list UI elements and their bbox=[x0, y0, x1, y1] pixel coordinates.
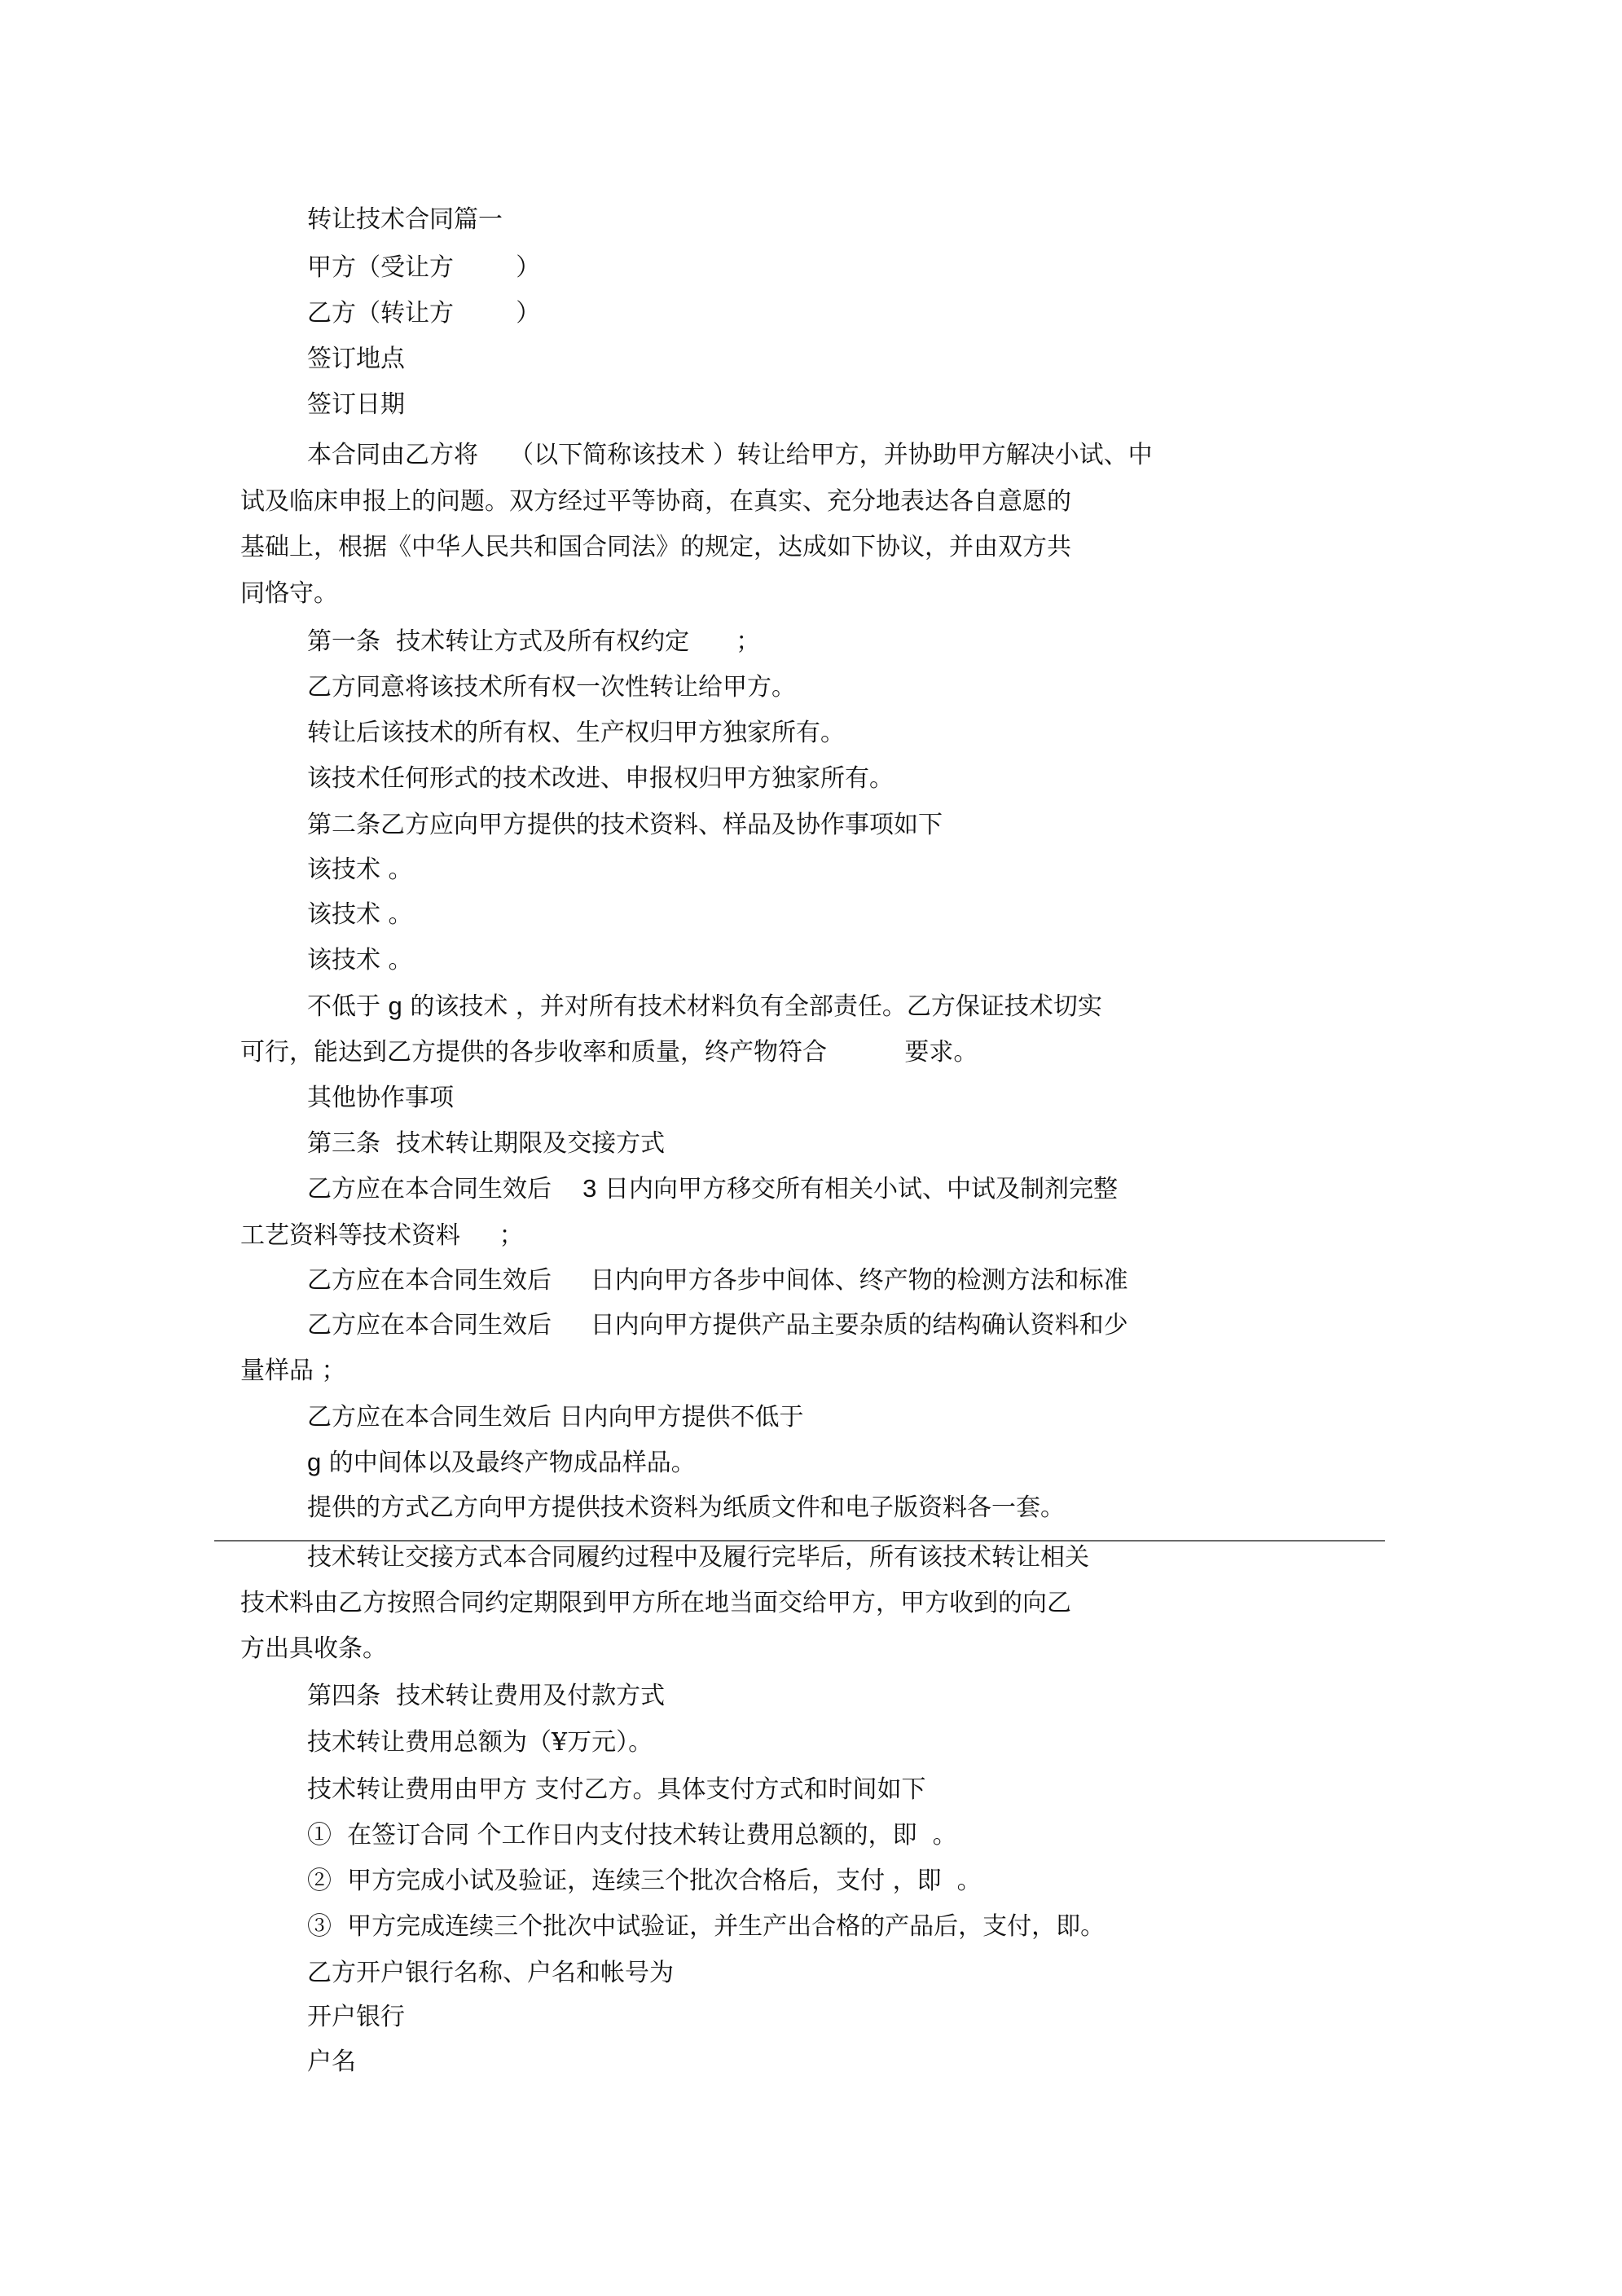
article-3-item: 乙方应在本合同生效后 日内向甲方提供不低于 bbox=[307, 1403, 804, 1432]
article-3-handover: 技术料由乙方按照合同约定期限到甲方所在地当面交给甲方，甲方收到的向乙 bbox=[240, 1589, 1071, 1617]
preamble-line: 试及临床申报上的问题。双方经过平等协商，在真实、充分地表达各自意愿的 bbox=[240, 487, 1071, 516]
sign-date-label: 签订日期 bbox=[307, 390, 405, 419]
item-text: 的中间体以及最终产物成品样品。 bbox=[321, 1449, 696, 1477]
article-2-item: 该技术 。 bbox=[307, 900, 413, 929]
item-text-post: 日内向甲方移交所有相关小试、中试及制剂完整 bbox=[596, 1175, 1118, 1203]
article-1-heading: 第一条 技术转让方式及所有权约定 ； bbox=[307, 627, 761, 656]
article-4-installment: ① 在签订合同 个工作日内支付技术转让费用总额的，即 。 bbox=[307, 1821, 957, 1850]
guarantee-text-pre: 不低于 bbox=[307, 992, 389, 1021]
article-3-item: 乙方应在本合同生效后 日内向甲方各步中间体、终产物的检测方法和标准 bbox=[307, 1266, 1128, 1295]
article-3-item-cont bbox=[307, 1448, 696, 1477]
article-1-item: 该技术任何形式的技术改进、申报权归甲方独家所有。 bbox=[307, 764, 894, 793]
article-3-method: 提供的方式乙方向甲方提供技术资料为纸质文件和电子版资料各一套。 bbox=[307, 1493, 1065, 1522]
article-3-handover: 技术转让交接方式本合同履约过程中及履行完毕后，所有该技术转让相关 bbox=[307, 1543, 1089, 1572]
document-title: 转让技术合同篇一 bbox=[307, 205, 503, 234]
article-3-handover: 方出具收条。 bbox=[240, 1634, 387, 1663]
preamble-line: 基础上，根据《中华人民共和国合同法》的规定，达成如下协议，并由双方共 bbox=[240, 533, 1071, 561]
gram-unit: g bbox=[307, 1448, 322, 1476]
article-2-item: 该技术 。 bbox=[307, 856, 413, 884]
sign-place-label: 签订地点 bbox=[307, 345, 405, 373]
article-2-other: 其他协作事项 bbox=[307, 1084, 454, 1112]
item-text-pre: 乙方应在本合同生效后 bbox=[307, 1175, 583, 1203]
article-1-item: 转让后该技术的所有权、生产权归甲方独家所有。 bbox=[307, 719, 845, 747]
days-number: 3 bbox=[582, 1174, 597, 1203]
article-3-item-cont: 工艺资料等技术资料 ； bbox=[240, 1221, 524, 1250]
preamble-line: 本合同由乙方将 （以下简称该技术 ）转让给甲方，并协助甲方解决小试、中 bbox=[307, 441, 1153, 469]
article-4-heading: 第四条 技术转让费用及付款方式 bbox=[307, 1682, 666, 1710]
horizontal-divider bbox=[214, 1540, 1385, 1542]
article-4-total: 技术转让费用总额为（¥万元）。 bbox=[307, 1728, 653, 1757]
bank-name-label: 开户银行 bbox=[307, 2003, 405, 2031]
article-3-item bbox=[307, 1174, 1118, 1203]
article-2-guarantee-cont: 可行，能达到乙方提供的各步收率和质量，终产物符合 要求。 bbox=[240, 1038, 978, 1067]
article-3-heading: 第三条 技术转让期限及交接方式 bbox=[307, 1129, 666, 1158]
guarantee-text-post: 的该技术 ，并对所有技术材料负有全部责任。乙方保证技术切实 bbox=[402, 992, 1102, 1021]
article-1-item: 乙方同意将该技术所有权一次性转让给甲方。 bbox=[307, 673, 796, 702]
article-4-installment: ③ 甲方完成连续三个批次中试验证，并生产出合格的产品后，支付，即。 bbox=[307, 1912, 1106, 1941]
article-4-installment: ② 甲方完成小试及验证，连续三个批次合格后，支付 ，即 。 bbox=[307, 1867, 982, 1895]
party-a-line: 甲方（受让方 ） bbox=[307, 253, 541, 282]
gram-unit: g bbox=[388, 992, 402, 1020]
party-b-line: 乙方（转让方 ） bbox=[307, 299, 541, 328]
article-4-payment-intro: 技术转让费用由甲方 支付乙方。具体支付方式和时间如下 bbox=[307, 1775, 926, 1804]
preamble-line: 同恪守。 bbox=[240, 579, 338, 608]
article-4-bank-intro: 乙方开户银行名称、户名和帐号为 bbox=[307, 1959, 674, 1987]
article-3-item: 乙方应在本合同生效后 日内向甲方提供产品主要杂质的结构确认资料和少 bbox=[307, 1311, 1128, 1339]
article-2-item: 该技术 。 bbox=[307, 946, 413, 974]
article-2-guarantee-line bbox=[307, 992, 1102, 1021]
article-2-heading: 第二条乙方应向甲方提供的技术资料、样品及协作事项如下 bbox=[307, 811, 943, 839]
account-name-label: 户名 bbox=[307, 2047, 356, 2076]
article-3-item-cont: 量样品 ； bbox=[240, 1357, 346, 1385]
